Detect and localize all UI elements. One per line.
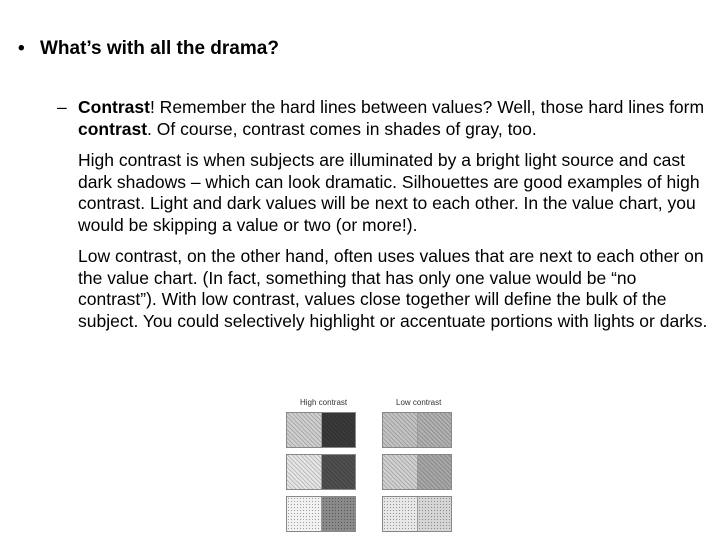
paragraph-low-contrast: Low contrast, on the other hand, often uses values that are next to each other on the value chart. (In fact, something that has only one value would be “no contrast”). With low contrast, values close together will define the bulk of the subject. You could selectively highlight or accentuate portions with lights or darks.: [78, 246, 708, 331]
swatch-light-half: [383, 455, 417, 489]
bullet-heading: What’s with all the drama?: [40, 38, 279, 59]
sub-bullet: [57, 97, 717, 332]
high-contrast-caption: High contrast: [300, 398, 348, 407]
swatch-dark-half: [321, 497, 356, 531]
low-contrast-swatch-2: [382, 454, 452, 490]
high-contrast-swatch-3: [286, 496, 356, 532]
swatch-light-half: [287, 413, 321, 447]
high-contrast-swatch-1: [286, 412, 356, 448]
swatch-light-half: [287, 497, 321, 531]
swatch-dark-half: [417, 413, 452, 447]
swatch-dark-half: [321, 455, 356, 489]
swatch-dark-half: [417, 455, 452, 489]
intro-text-b: . Of course, contrast comes in shades of gray, too.: [147, 118, 537, 139]
paragraph-high-contrast: High contrast is when subjects are illuminated by a bright light source and cast dark shadows – which can look dramatic. Silhouettes are good examples of high contrast. Light and dark values will be next to each other. In the value chart, you would be skipping a value or two (or more!).: [78, 150, 700, 235]
paragraph-contrast-intro: [78, 97, 717, 140]
contrast-term-2: contrast: [78, 118, 148, 139]
low-contrast-caption: Low contrast: [396, 398, 442, 407]
swatch-light-half: [383, 497, 417, 531]
contrast-examples-image: [284, 398, 454, 540]
swatch-dark-half: [321, 413, 356, 447]
main-bullet: [18, 38, 279, 60]
low-contrast-swatch-3: [382, 496, 452, 532]
swatch-light-half: [383, 413, 417, 447]
high-contrast-swatch-2: [286, 454, 356, 490]
bullet-marker: •: [18, 38, 25, 59]
contrast-term: Contrast: [78, 97, 150, 117]
sub-bullet-dash: –: [57, 97, 67, 117]
swatch-dark-half: [417, 497, 452, 531]
intro-text-a: ! Remember the hard lines between values? Well, those hard lines form: [149, 97, 705, 117]
low-contrast-swatch-1: [382, 412, 452, 448]
swatch-light-half: [287, 455, 321, 489]
